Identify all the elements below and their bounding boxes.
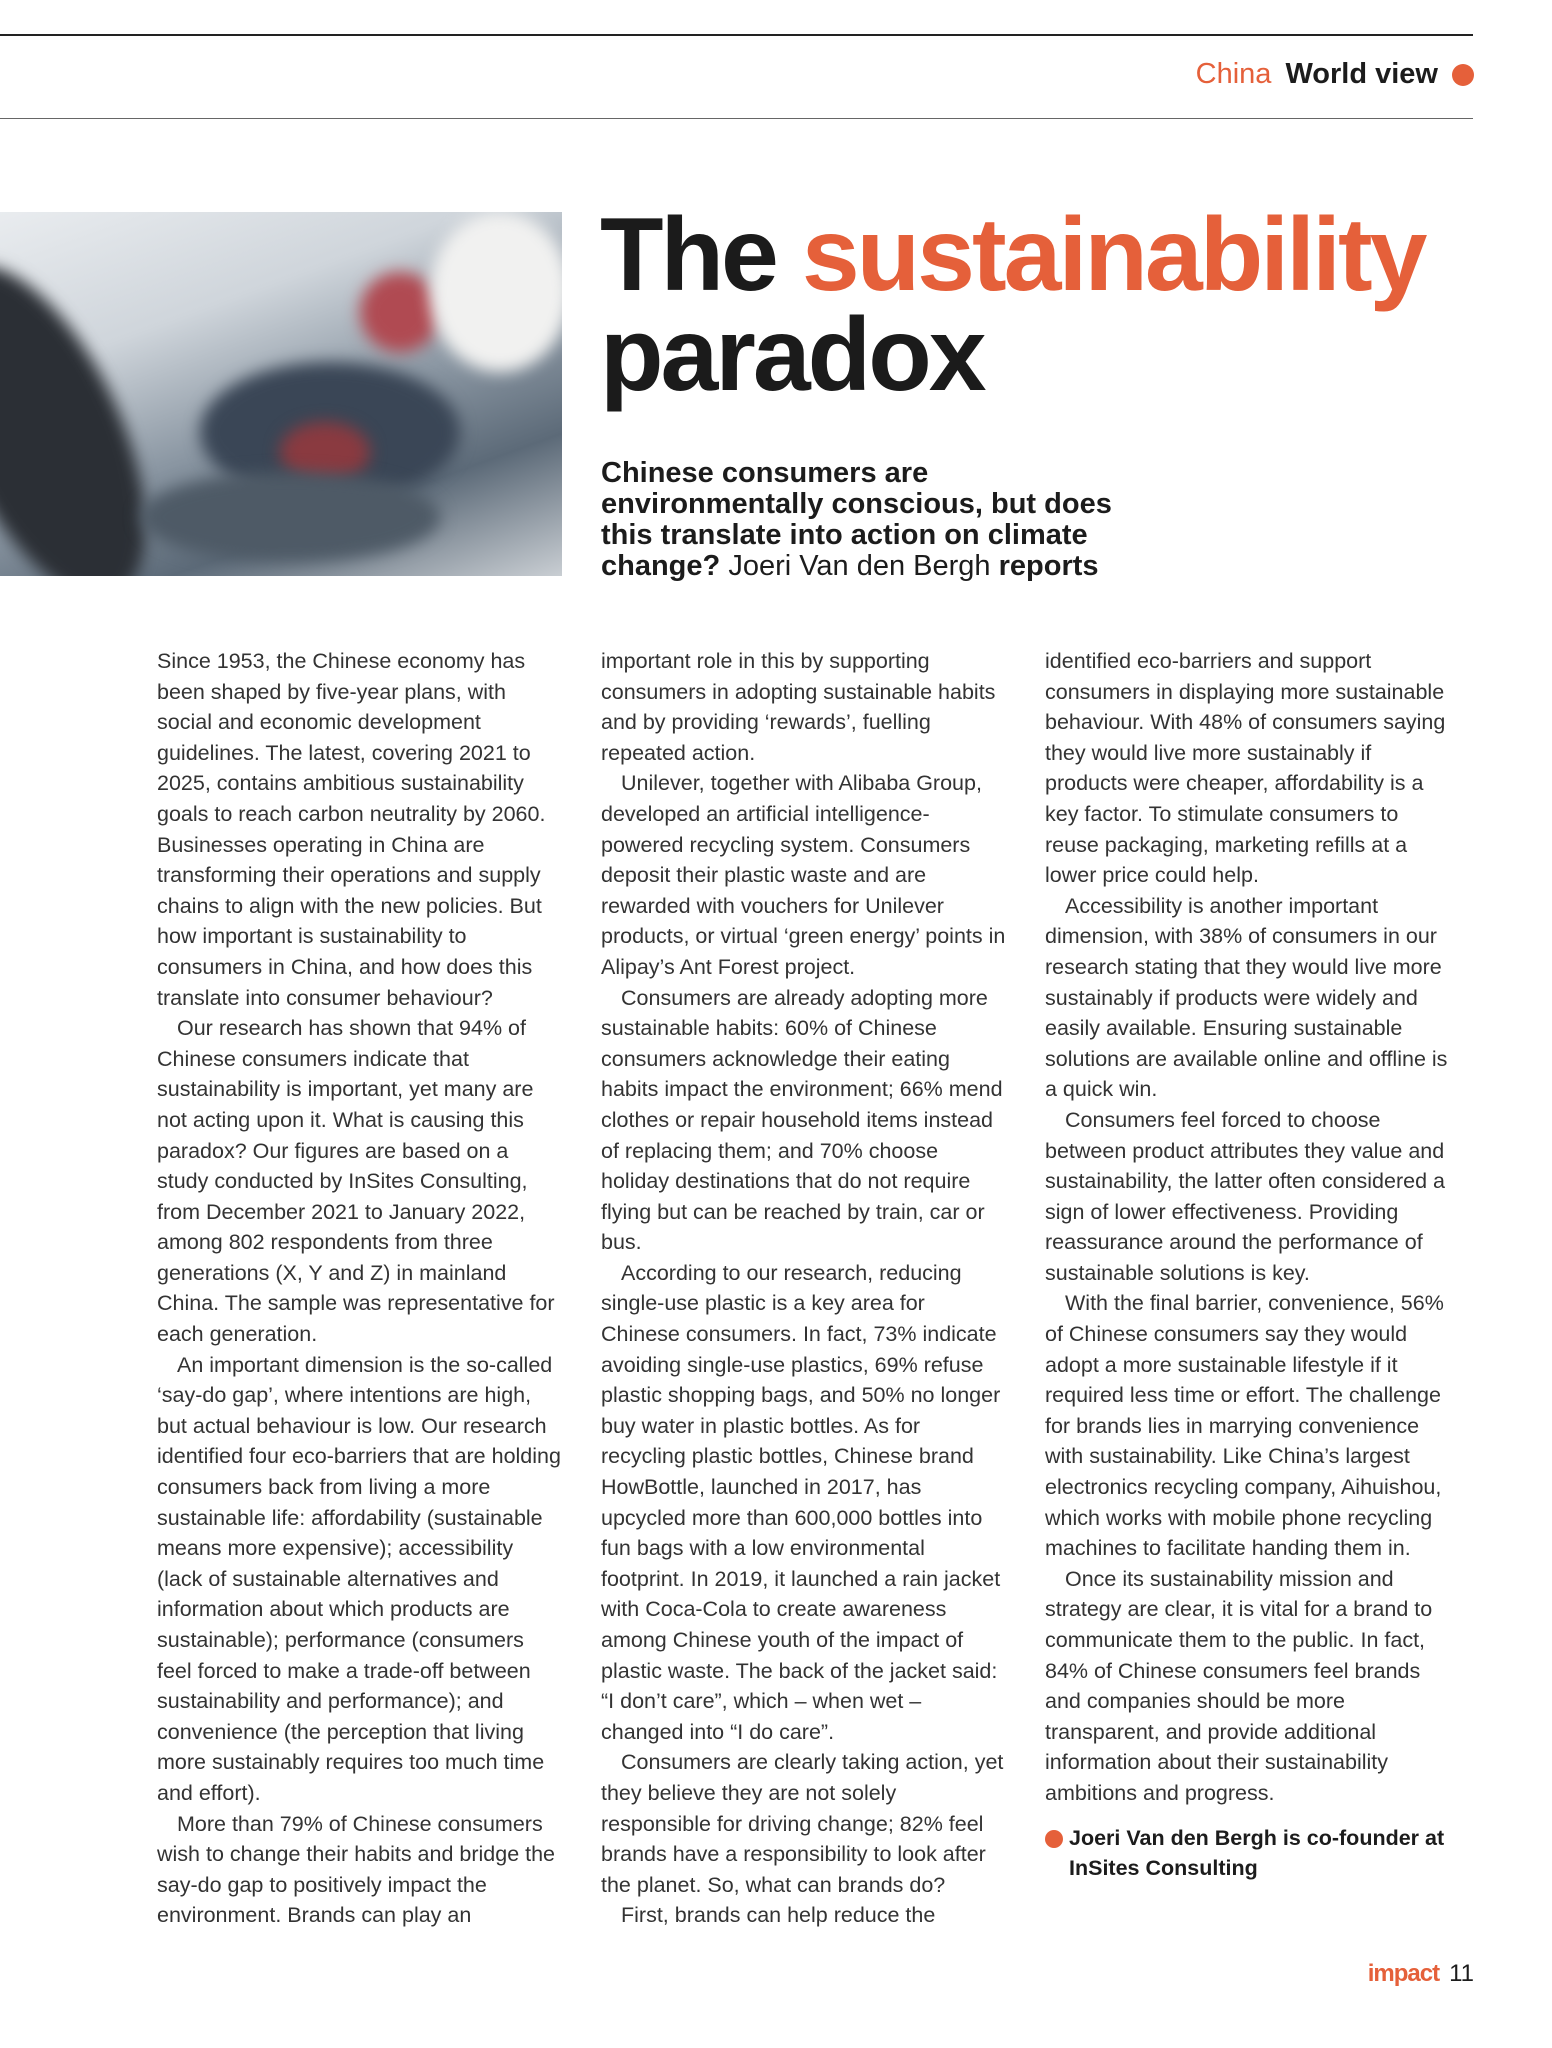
- page-number: 11: [1449, 1960, 1474, 1987]
- paragraph: Consumers are clearly taking action, yet they believe they are not solely responsible for driving change; 82% feel brands have a responsibility to look after the planet. So, what can brands do?: [601, 1750, 1004, 1897]
- standfirst-suffix: reports: [998, 550, 1099, 582]
- bullet-dot-icon: [1452, 64, 1474, 86]
- title-accent: sustainability: [801, 197, 1425, 313]
- title-part1: The: [600, 197, 776, 313]
- paragraph: Consumers feel forced to choose between product attributes they value and sustainability, the latter often considered a sign of lower effectiveness. Providing reassurance around the performance of sustainable solutions is key.: [1045, 1107, 1445, 1285]
- standfirst-text: Chinese consumers are environmentally conscious, but does this translate into action on climate change?: [601, 457, 1112, 582]
- author-bio: [1045, 1823, 1450, 1884]
- header-rule: [0, 118, 1473, 119]
- paragraph: Since 1953, the Chinese economy has been shaped by five-year plans, with social and economic development guidelines. The latest, covering 2021 to 2025, contains ambitious sustainability goals to reach carbon neutrality by 2060. Businesses operating in China are transforming their operations and supply chains to align with the new policies. But how important is sustainability to consumers in China, and how does this translate into consumer behaviour?: [157, 649, 546, 1010]
- paragraph: With the final barrier, convenience, 56% of Chinese consumers say they would adopt a more sustainable lifestyle if it required less time or effort. The challenge for brands lies in marrying convenience with sustainability. Like China’s largest electronics recycling company, Aihuishou, which works with mobile phone recycling machines to facilitate handing them in.: [1045, 1291, 1444, 1561]
- section-header: [1196, 58, 1474, 91]
- magazine-logo: impact: [1367, 1960, 1440, 1987]
- article-title: [600, 197, 1425, 413]
- paragraph: Accessibility is another important dimension, with 38% of consumers in our research stating that they would live more sustainably if products were widely and easily available. Ensuring sustainable solutions are available online and offline is a quick win.: [1045, 893, 1448, 1102]
- paragraph: Unilever, together with Alibaba Group, developed an artificial intelligence-powered recycling system. Consumers deposit their plastic waste and are rewarded with vouchers for Unilever products, or virtual ‘green energy’ points in Alipay’s Ant Forest project.: [601, 771, 1006, 979]
- body-column-2: [601, 646, 1006, 1931]
- paragraph: Our research has shown that 94% of Chinese consumers indicate that sustainability is important, yet many are not acting upon it. What is causing this paradox? Our figures are based on a study conducted by InSites Consulting, from December 2021 to January 2022, among 802 respondents from three generations (X, Y and Z) in mainland China. The sample was representative for each generation.: [157, 1016, 555, 1347]
- header-country: China: [1195, 58, 1272, 90]
- title-part2: paradox: [600, 297, 984, 413]
- body-column-3: [1045, 646, 1450, 1884]
- header-section: World view: [1285, 58, 1438, 90]
- standfirst-author: Joeri Van den Bergh: [728, 550, 991, 582]
- paragraph: Once its sustainability mission and strategy are clear, it is vital for a brand to communicate them to the public. In fact, 84% of Chinese consumers feel brands and companies should be more transparent, and provide additional information about their sustainability ambitions and progress.: [1045, 1566, 1433, 1805]
- paragraph: According to our research, reducing single-use plastic is a key area for Chinese consumers. In fact, 73% indicate avoiding single-use plastics, 69% refuse plastic shopping bags, and 50% no longer buy water in plastic bottles. As for recycling plastic bottles, Chinese brand HowBottle, launched in 2017, has upcycled more than 600,000 bottles into fun bags with a low environmental footprint. In 2019, it launched a rain jacket with Coca-Cola to create awareness among Chinese youth of the impact of plastic waste. The back of the jacket said: “I don’t care”, which – when wet – changed into “I do care”.: [601, 1260, 1001, 1744]
- body-column-1: [157, 646, 562, 1931]
- paragraph: important role in this by supporting consumers in adopting sustainable habits and by providing ‘rewards’, fuelling repeated action.: [601, 649, 996, 765]
- paragraph: More than 79% of Chinese consumers wish to change their habits and bridge the say-do gap to positively impact the environment. Brands can play an: [157, 1811, 556, 1928]
- author-bio-text: Joeri Van den Bergh is co-founder at InSites Consulting: [1069, 1825, 1445, 1881]
- paragraph: identified eco-barriers and support consumers in displaying more sustainable behaviour. With 48% of consumers saying they would live more sustainably if products were cheaper, affordability is a key factor. To stimulate consumers to reuse packaging, marketing refills at a lower price could help.: [1045, 649, 1446, 888]
- paragraph: Consumers are already adopting more sustainable habits: 60% of Chinese consumers acknowledge their eating habits impact the environment; 66% mend clothes or repair household items instead of replacing them; and 70% choose holiday destinations that do not require flying but can be reached by train, car or bus.: [601, 985, 1003, 1255]
- top-rule: [0, 34, 1473, 36]
- escalator-crowd-photo: [0, 212, 562, 576]
- page-footer: [1368, 1960, 1474, 1988]
- paragraph: An important dimension is the so-called ‘say-do gap’, where intentions are high, but actual behaviour is low. Our research identified four eco-barriers that are holding consumers back from living a more sustainable life: affordability (sustainable means more expensive); accessibility (lack of sustainable alternatives and information about which products are sustainable); performance (consumers feel forced to make a trade-off between sustainability and performance); and convenience (the perception that living more sustainably requires too much time and effort).: [157, 1352, 561, 1805]
- standfirst: [601, 458, 1121, 582]
- bullet-dot-icon: [1045, 1830, 1063, 1848]
- paragraph: First, brands can help reduce the: [621, 1903, 936, 1928]
